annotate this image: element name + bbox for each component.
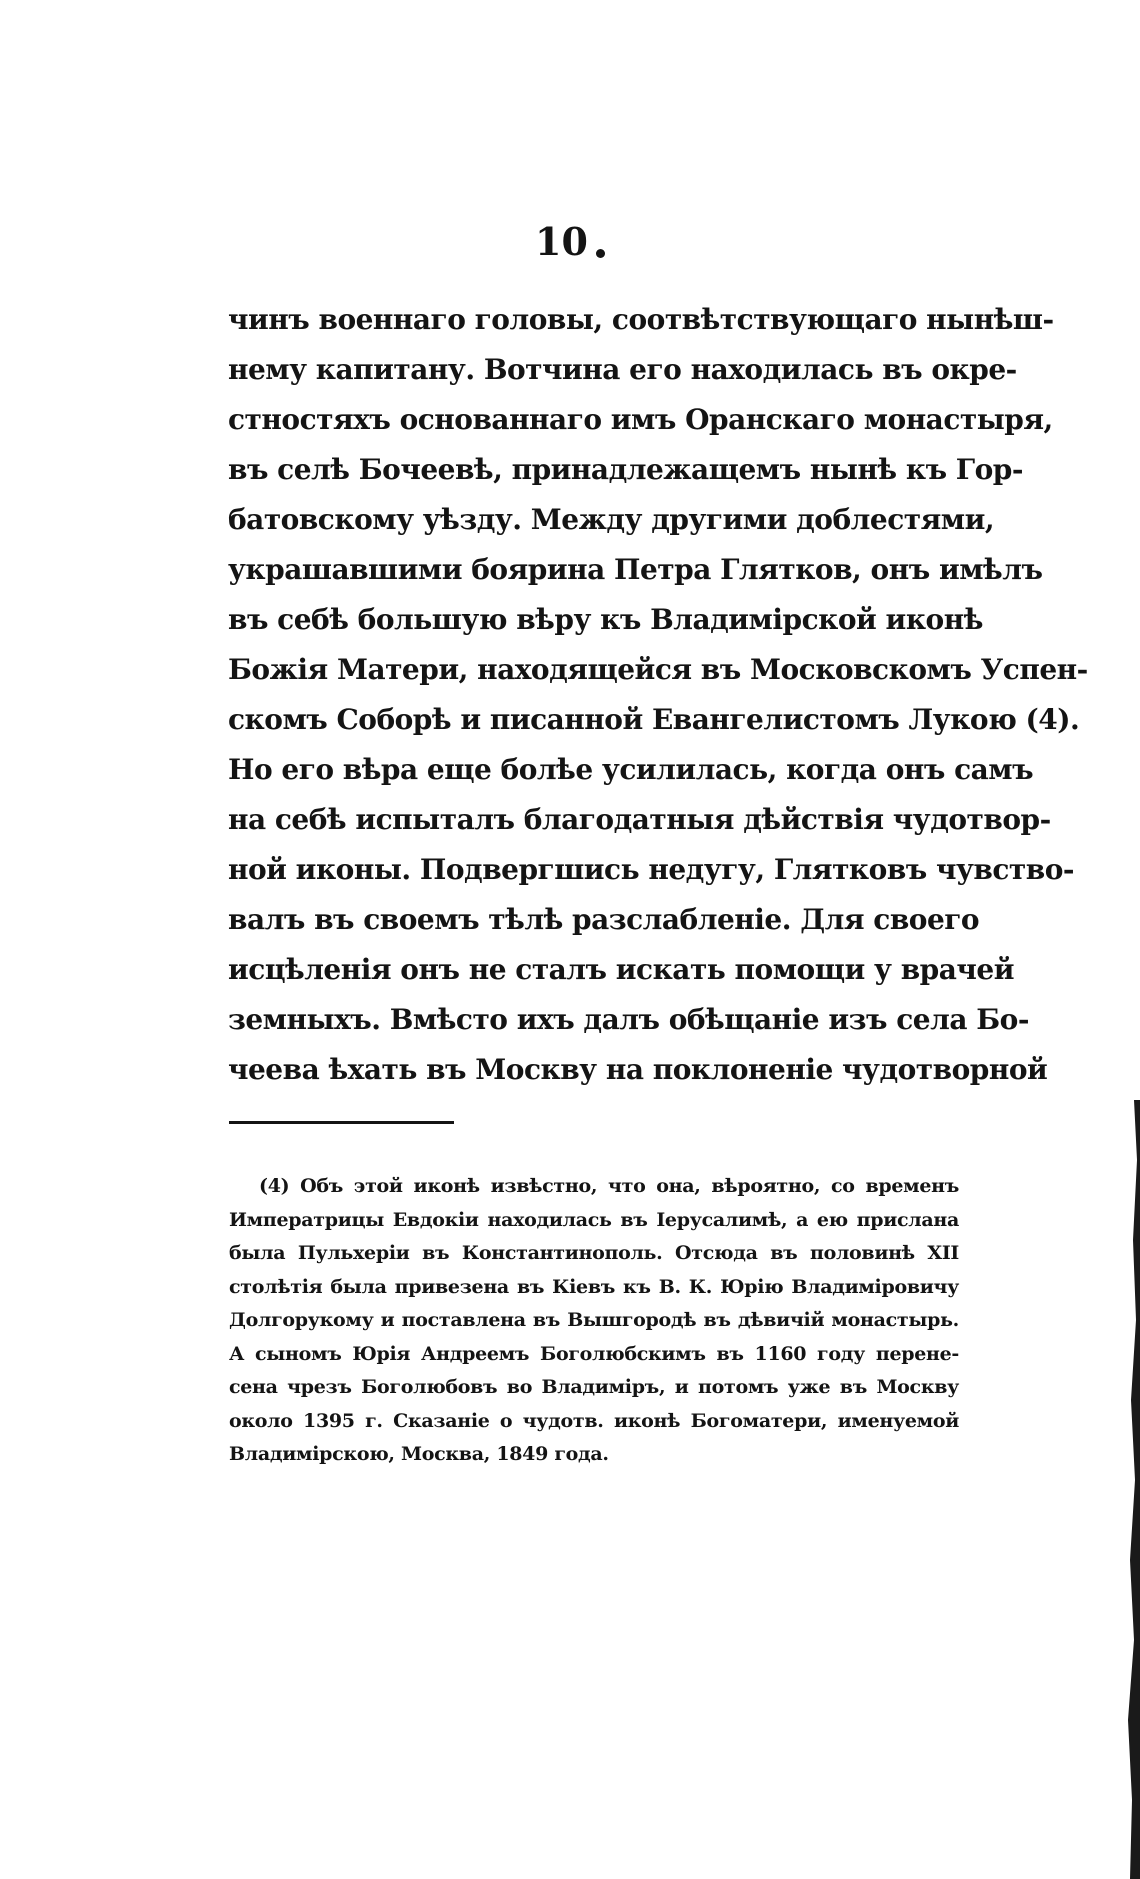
footnote-line: сена чрезъ Боголюбовъ во Владиміръ, и потомъ уже въ Москву xyxy=(229,1376,959,1398)
footnote-line: была Пульхеріи въ Константинополь. Отсюда въ половинѣ XII xyxy=(229,1242,959,1264)
body-line: ной иконы. Подвергшись недугу, Глятковъ чувство- xyxy=(228,853,1075,886)
body-line: чинъ военнаго головы, соотвѣтствующаго нынѣш- xyxy=(228,303,1054,336)
footnote-line: столѣтія была привезена въ Кіевъ къ В. К. Юрію Владиміровичу xyxy=(229,1275,959,1298)
footnote-separator xyxy=(229,1121,454,1124)
body-line: въ себѣ большую вѣру къ Владимірской иконѣ xyxy=(228,603,983,636)
body-line: нему капитану. Вотчина его находилась въ окре- xyxy=(228,353,1017,386)
scan-edge-artifact xyxy=(1100,1100,1140,1879)
footnote-line: около 1395 г. Сказаніе о чудотв. иконѣ Богоматери, именуемой xyxy=(229,1409,959,1432)
body-line: батовскому уѣзду. Между другими доблестями, xyxy=(228,503,995,536)
body-line: чеева ѣхать въ Москву на поклоненіе чудотворной xyxy=(228,1053,1048,1086)
body-line: на себѣ испыталъ благодатныя дѣйствія чудотвор- xyxy=(228,803,1051,836)
page-number-text: 10 xyxy=(535,219,588,264)
body-text xyxy=(228,295,1088,1095)
footnote-line: Владимірскою, Москва, 1849 года. xyxy=(229,1443,609,1465)
body-line: Но его вѣра еще болѣе усилилась, когда онъ самъ xyxy=(228,753,1034,786)
body-line: Божія Матери, находящейся въ Московскомъ Успен- xyxy=(228,653,1088,686)
page-number xyxy=(0,219,1140,264)
footnote xyxy=(229,1170,959,1472)
body-line: стностяхъ основаннаго имъ Оранскаго монастыря, xyxy=(228,403,1053,436)
footnote-line: А сыномъ Юрія Андреемъ Боголюбскимъ въ 1160 году перене- xyxy=(229,1342,959,1365)
body-line: въ селѣ Бочеевѣ, принадлежащемъ нынѣ къ Гор- xyxy=(228,453,1024,486)
footnote-line: (4) Объ этой иконѣ извѣстно, что она, вѣроятно, со временъ xyxy=(259,1175,959,1197)
body-line: скомъ Соборѣ и писанной Евангелистомъ Лукою (4). xyxy=(228,703,1080,736)
body-line: украшавшими боярина Петра Глятков, онъ имѣлъ xyxy=(228,553,1043,586)
footnote-line: Долгорукому и поставлена въ Вышгородѣ въ дѣвичій монастырь. xyxy=(229,1309,959,1331)
footnote-line: Императрицы Евдокіи находилась въ Іерусалимѣ, а ею прислана xyxy=(229,1208,959,1231)
body-line: исцѣленія онъ не сталъ искать помощи у врачей xyxy=(228,953,1014,986)
page-number-dot xyxy=(596,249,605,258)
body-line: валъ въ своемъ тѣлѣ разслабленіе. Для своего xyxy=(228,903,980,936)
body-line: земныхъ. Вмѣсто ихъ далъ обѣщаніе изъ села Бо- xyxy=(228,1003,1029,1036)
